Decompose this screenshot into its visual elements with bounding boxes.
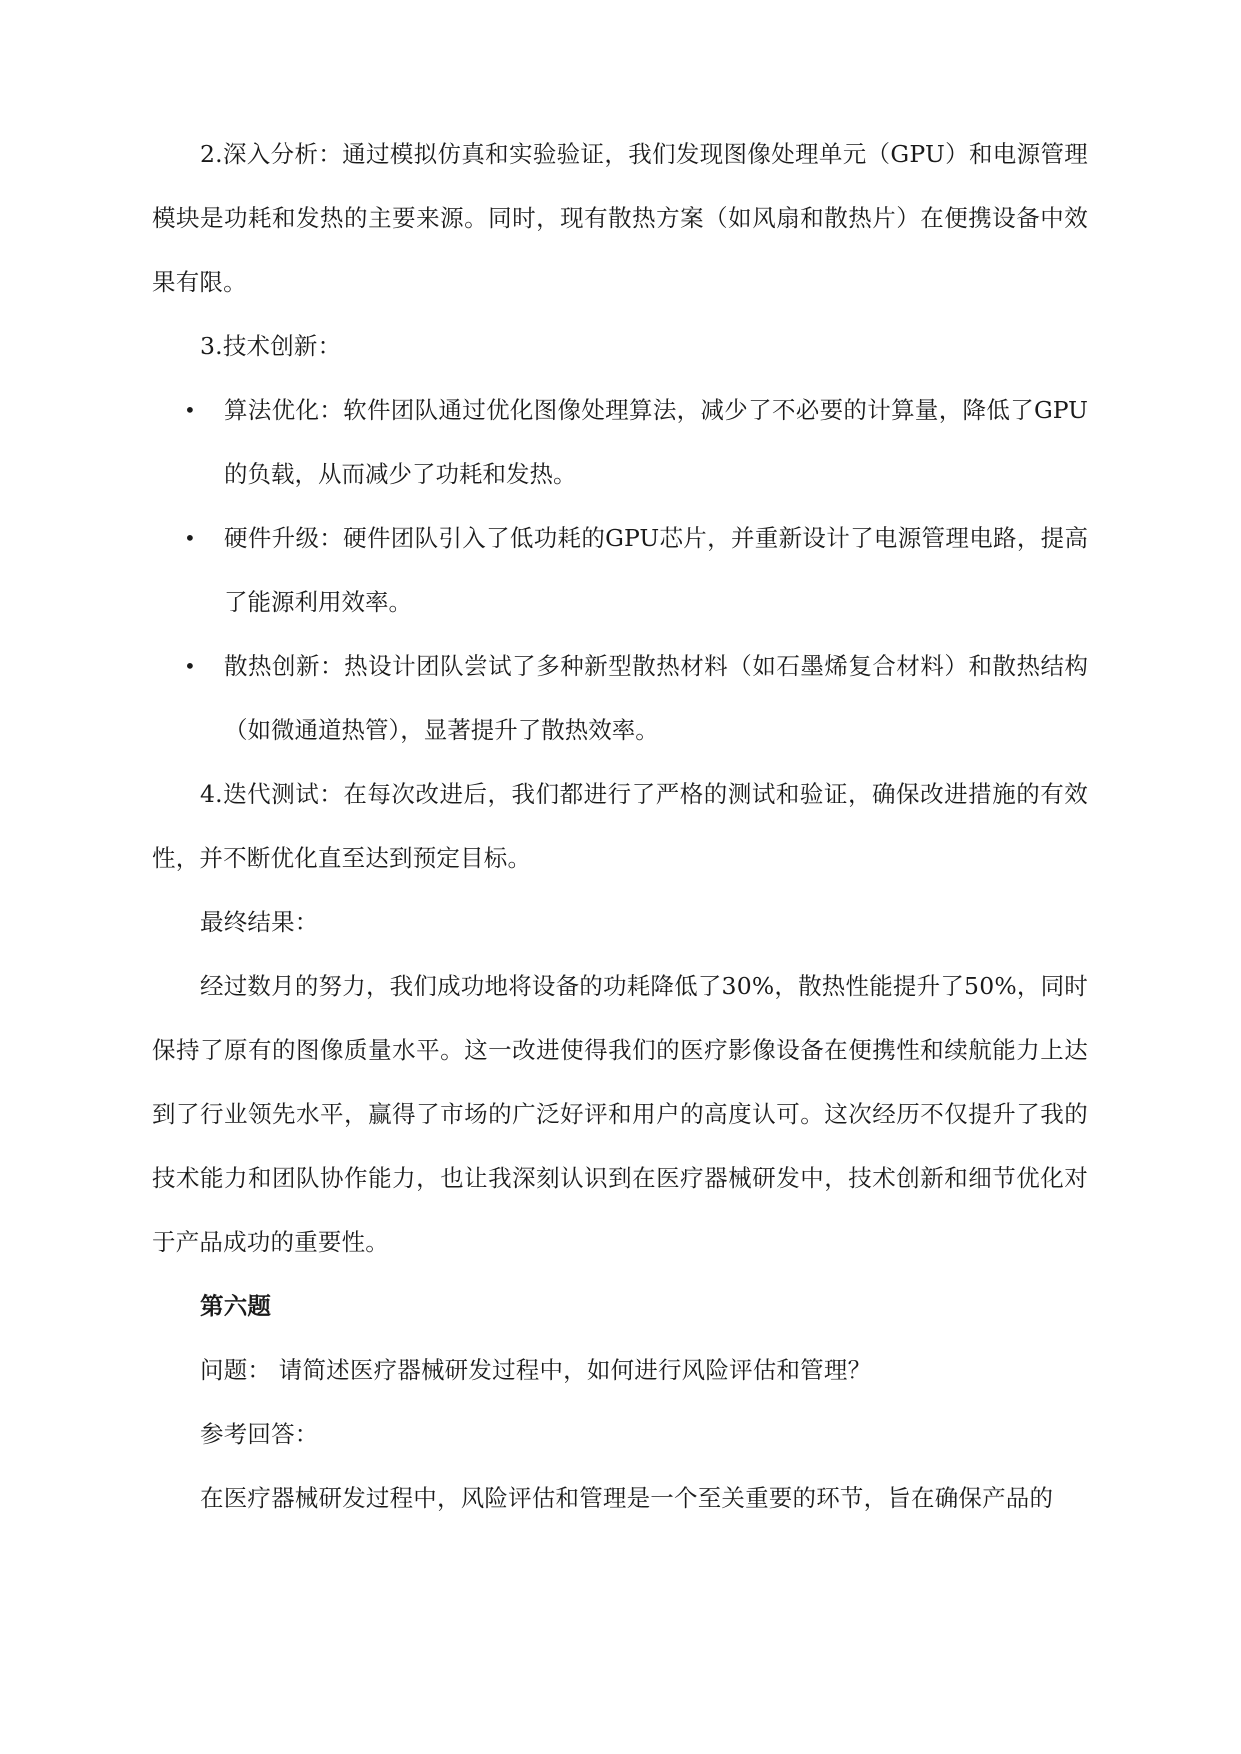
paragraph-iteration: 4.迭代测试：在每次改进后，我们都进行了严格的测试和验证，确保改进措施的有效性，并不断优化直至达到预定目标。 bbox=[152, 780, 1088, 872]
question-text: 问题： 请简述医疗器械研发过程中，如何进行风险评估和管理？ bbox=[200, 1356, 872, 1384]
bullet-icon: • bbox=[184, 526, 196, 550]
list-item-text: 硬件升级：硬件团队引入了低功耗的GPU芯片，并重新设计了电源管理电路，提高了能源利用效率。 bbox=[224, 524, 1088, 616]
paragraph-final-result: 经过数月的努力，我们成功地将设备的功耗降低了30%，散热性能提升了50%，同时保持了原有的图像质量水平。这一改进使得我们的医疗影像设备在便携性和续航能力上达到了行业领先水平，赢得了市场的广泛好评和用户的高度认可。这次经历不仅提升了我的技术能力和团队协作能力，也让我深刻认识到在医疗器械研发中，技术创新和细节优化对于产品成功的重要性。 bbox=[152, 972, 1088, 1256]
list-item bbox=[180, 378, 1088, 506]
label-final-result: 最终结果： bbox=[200, 908, 319, 936]
heading-innovation: 3.技术创新： bbox=[200, 332, 342, 360]
section-title: 第六题 bbox=[200, 1292, 272, 1320]
bullet-icon: • bbox=[184, 654, 196, 678]
list-item bbox=[180, 634, 1088, 762]
list-item-text: 算法优化：软件团队通过优化图像处理算法，减少了不必要的计算量，降低了GPU的负载，从而减少了功耗和发热。 bbox=[224, 396, 1088, 488]
bullet-icon: • bbox=[184, 398, 196, 422]
list-item-text: 散热创新：热设计团队尝试了多种新型散热材料（如石墨烯复合材料）和散热结构（如微通道热管），显著提升了散热效率。 bbox=[224, 652, 1088, 744]
paragraph-analysis: 2.深入分析：通过模拟仿真和实验验证，我们发现图像处理单元（GPU）和电源管理模块是功耗和发热的主要来源。同时，现有散热方案（如风扇和散热片）在便携设备中效果有限。 bbox=[152, 140, 1088, 296]
list-item bbox=[180, 506, 1088, 634]
label-reference-answer: 参考回答： bbox=[200, 1420, 319, 1448]
paragraph-answer: 在医疗器械研发过程中，风险评估和管理是一个至关重要的环节，旨在确保产品的 bbox=[200, 1484, 1054, 1512]
